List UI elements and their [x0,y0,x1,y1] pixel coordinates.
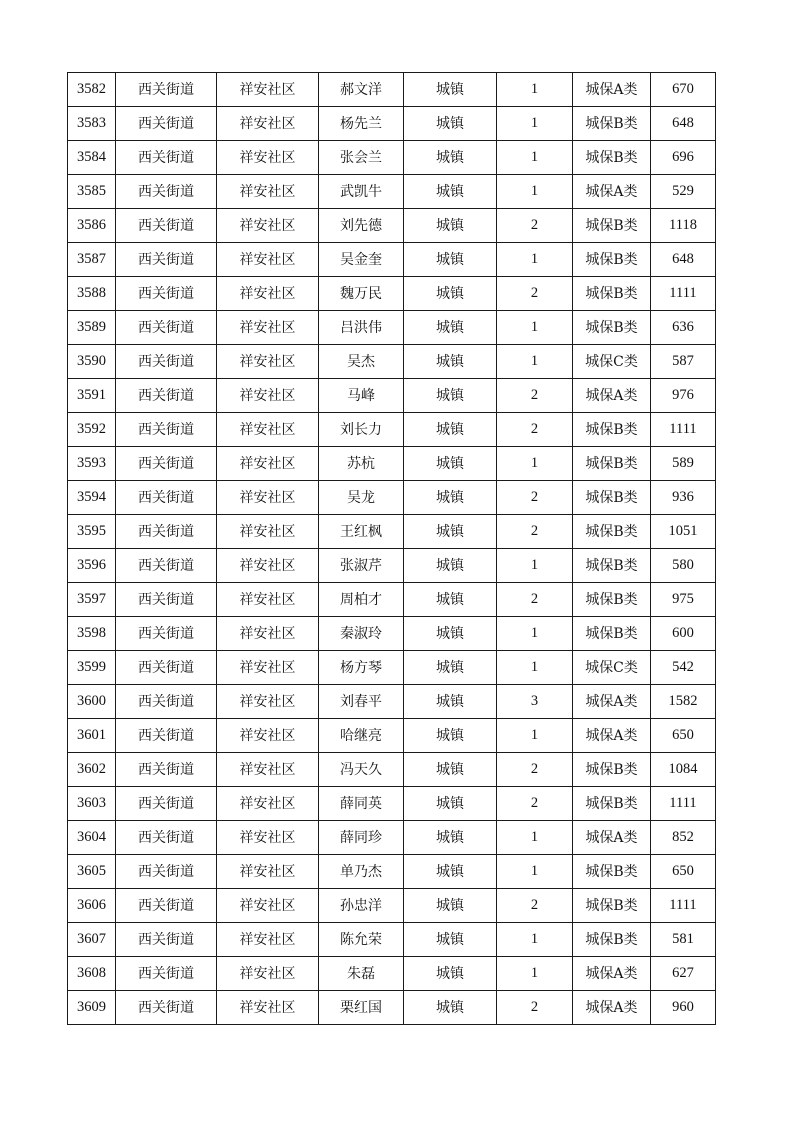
community-cell: 祥安社区 [217,685,319,719]
street-cell: 西关街道 [116,855,217,889]
table-row [68,957,716,991]
category-cell: 城保B类 [573,515,651,549]
street-cell: 西关街道 [116,685,217,719]
household-size-cell: 2 [497,379,573,413]
community-cell: 祥安社区 [217,481,319,515]
community-cell: 祥安社区 [217,175,319,209]
name-cell: 刘春平 [319,685,404,719]
community-cell: 祥安社区 [217,379,319,413]
street-cell: 西关街道 [116,889,217,923]
table-row [68,107,716,141]
community-cell: 祥安社区 [217,753,319,787]
table-row [68,413,716,447]
street-cell: 西关街道 [116,175,217,209]
name-cell: 杨先兰 [319,107,404,141]
amount-cell: 1111 [651,277,716,311]
area-type-cell: 城镇 [404,243,497,277]
row-number-cell: 3583 [68,107,116,141]
community-cell: 祥安社区 [217,957,319,991]
amount-cell: 542 [651,651,716,685]
row-number-cell: 3585 [68,175,116,209]
category-cell: 城保B类 [573,243,651,277]
household-size-cell: 2 [497,481,573,515]
street-cell: 西关街道 [116,481,217,515]
category-cell: 城保B类 [573,447,651,481]
category-cell: 城保B类 [573,787,651,821]
street-cell: 西关街道 [116,583,217,617]
area-type-cell: 城镇 [404,957,497,991]
row-number-cell: 3595 [68,515,116,549]
community-cell: 祥安社区 [217,821,319,855]
area-type-cell: 城镇 [404,923,497,957]
household-size-cell: 2 [497,209,573,243]
community-cell: 祥安社区 [217,447,319,481]
table-row [68,379,716,413]
amount-cell: 1582 [651,685,716,719]
household-size-cell: 1 [497,175,573,209]
category-cell: 城保B类 [573,855,651,889]
category-cell: 城保A类 [573,991,651,1025]
row-number-cell: 3608 [68,957,116,991]
amount-cell: 587 [651,345,716,379]
category-cell: 城保B类 [573,889,651,923]
household-size-cell: 1 [497,345,573,379]
row-number-cell: 3609 [68,991,116,1025]
row-number-cell: 3590 [68,345,116,379]
area-type-cell: 城镇 [404,583,497,617]
street-cell: 西关街道 [116,549,217,583]
community-cell: 祥安社区 [217,923,319,957]
area-type-cell: 城镇 [404,141,497,175]
name-cell: 吴龙 [319,481,404,515]
street-cell: 西关街道 [116,141,217,175]
category-cell: 城保B类 [573,141,651,175]
community-cell: 祥安社区 [217,515,319,549]
household-size-cell: 2 [497,277,573,311]
category-cell: 城保B类 [573,923,651,957]
row-number-cell: 3597 [68,583,116,617]
area-type-cell: 城镇 [404,549,497,583]
name-cell: 张淑芹 [319,549,404,583]
row-number-cell: 3606 [68,889,116,923]
household-size-cell: 1 [497,311,573,345]
amount-cell: 1111 [651,787,716,821]
category-cell: 城保A类 [573,379,651,413]
table-row [68,889,716,923]
household-size-cell: 1 [497,957,573,991]
amount-cell: 529 [651,175,716,209]
table-row [68,855,716,889]
name-cell: 单乃杰 [319,855,404,889]
street-cell: 西关街道 [116,991,217,1025]
community-cell: 祥安社区 [217,345,319,379]
street-cell: 西关街道 [116,923,217,957]
name-cell: 栗红国 [319,991,404,1025]
area-type-cell: 城镇 [404,719,497,753]
table-row [68,651,716,685]
category-cell: 城保B类 [573,583,651,617]
name-cell: 薛同珍 [319,821,404,855]
category-cell: 城保A类 [573,957,651,991]
community-cell: 祥安社区 [217,889,319,923]
street-cell: 西关街道 [116,753,217,787]
table-row [68,549,716,583]
household-size-cell: 1 [497,821,573,855]
street-cell: 西关街道 [116,379,217,413]
household-size-cell: 1 [497,923,573,957]
amount-cell: 1111 [651,889,716,923]
amount-cell: 852 [651,821,716,855]
name-cell: 武凯牛 [319,175,404,209]
amount-cell: 581 [651,923,716,957]
category-cell: 城保B类 [573,413,651,447]
amount-cell: 580 [651,549,716,583]
table-row [68,923,716,957]
community-cell: 祥安社区 [217,311,319,345]
community-cell: 祥安社区 [217,549,319,583]
area-type-cell: 城镇 [404,175,497,209]
household-size-cell: 1 [497,107,573,141]
row-number-cell: 3594 [68,481,116,515]
name-cell: 苏杭 [319,447,404,481]
category-cell: 城保B类 [573,209,651,243]
amount-cell: 627 [651,957,716,991]
table-row [68,311,716,345]
category-cell: 城保A类 [573,821,651,855]
street-cell: 西关街道 [116,719,217,753]
table-row [68,481,716,515]
area-type-cell: 城镇 [404,107,497,141]
table-row [68,753,716,787]
table-row [68,345,716,379]
row-number-cell: 3582 [68,73,116,107]
category-cell: 城保B类 [573,277,651,311]
table-body [68,73,716,1025]
table-row [68,719,716,753]
table-row [68,821,716,855]
amount-cell: 960 [651,991,716,1025]
household-size-cell: 2 [497,413,573,447]
category-cell: 城保B类 [573,753,651,787]
community-cell: 祥安社区 [217,277,319,311]
street-cell: 西关街道 [116,243,217,277]
name-cell: 冯天久 [319,753,404,787]
area-type-cell: 城镇 [404,277,497,311]
community-cell: 祥安社区 [217,651,319,685]
street-cell: 西关街道 [116,107,217,141]
street-cell: 西关街道 [116,651,217,685]
amount-cell: 696 [651,141,716,175]
household-size-cell: 1 [497,617,573,651]
name-cell: 薛同英 [319,787,404,821]
community-cell: 祥安社区 [217,991,319,1025]
row-number-cell: 3598 [68,617,116,651]
street-cell: 西关街道 [116,413,217,447]
table-row [68,583,716,617]
row-number-cell: 3602 [68,753,116,787]
community-cell: 祥安社区 [217,209,319,243]
household-size-cell: 1 [497,719,573,753]
row-number-cell: 3603 [68,787,116,821]
name-cell: 吴杰 [319,345,404,379]
household-size-cell: 1 [497,549,573,583]
area-type-cell: 城镇 [404,991,497,1025]
community-cell: 祥安社区 [217,107,319,141]
amount-cell: 1084 [651,753,716,787]
name-cell: 秦淑玲 [319,617,404,651]
category-cell: 城保C类 [573,651,651,685]
row-number-cell: 3584 [68,141,116,175]
street-cell: 西关街道 [116,617,217,651]
table-row [68,991,716,1025]
name-cell: 吴金奎 [319,243,404,277]
table-row [68,447,716,481]
table-row [68,73,716,107]
table-row [68,685,716,719]
area-type-cell: 城镇 [404,379,497,413]
row-number-cell: 3593 [68,447,116,481]
community-cell: 祥安社区 [217,243,319,277]
area-type-cell: 城镇 [404,753,497,787]
category-cell: 城保A类 [573,685,651,719]
table-row [68,209,716,243]
street-cell: 西关街道 [116,821,217,855]
table-row [68,515,716,549]
name-cell: 魏万民 [319,277,404,311]
category-cell: 城保B类 [573,311,651,345]
amount-cell: 650 [651,855,716,889]
amount-cell: 589 [651,447,716,481]
area-type-cell: 城镇 [404,345,497,379]
street-cell: 西关街道 [116,311,217,345]
household-size-cell: 1 [497,141,573,175]
area-type-cell: 城镇 [404,821,497,855]
amount-cell: 650 [651,719,716,753]
row-number-cell: 3596 [68,549,116,583]
amount-cell: 976 [651,379,716,413]
area-type-cell: 城镇 [404,651,497,685]
table-row [68,243,716,277]
area-type-cell: 城镇 [404,515,497,549]
name-cell: 孙忠洋 [319,889,404,923]
household-size-cell: 2 [497,583,573,617]
name-cell: 刘先德 [319,209,404,243]
row-number-cell: 3592 [68,413,116,447]
amount-cell: 1118 [651,209,716,243]
community-cell: 祥安社区 [217,413,319,447]
street-cell: 西关街道 [116,277,217,311]
row-number-cell: 3604 [68,821,116,855]
row-number-cell: 3607 [68,923,116,957]
amount-cell: 1111 [651,413,716,447]
household-size-cell: 2 [497,515,573,549]
name-cell: 陈允荣 [319,923,404,957]
category-cell: 城保B类 [573,617,651,651]
table-row [68,277,716,311]
amount-cell: 1051 [651,515,716,549]
amount-cell: 648 [651,107,716,141]
area-type-cell: 城镇 [404,413,497,447]
household-size-cell: 2 [497,889,573,923]
category-cell: 城保B类 [573,549,651,583]
row-number-cell: 3589 [68,311,116,345]
row-number-cell: 3587 [68,243,116,277]
name-cell: 郝文洋 [319,73,404,107]
community-cell: 祥安社区 [217,855,319,889]
area-type-cell: 城镇 [404,787,497,821]
street-cell: 西关街道 [116,515,217,549]
amount-cell: 670 [651,73,716,107]
household-size-cell: 1 [497,73,573,107]
table-row [68,141,716,175]
household-size-cell: 2 [497,991,573,1025]
community-cell: 祥安社区 [217,719,319,753]
street-cell: 西关街道 [116,957,217,991]
area-type-cell: 城镇 [404,481,497,515]
area-type-cell: 城镇 [404,685,497,719]
community-cell: 祥安社区 [217,73,319,107]
street-cell: 西关街道 [116,787,217,821]
row-number-cell: 3588 [68,277,116,311]
area-type-cell: 城镇 [404,617,497,651]
community-cell: 祥安社区 [217,787,319,821]
area-type-cell: 城镇 [404,889,497,923]
area-type-cell: 城镇 [404,209,497,243]
household-size-cell: 1 [497,243,573,277]
household-size-cell: 2 [497,787,573,821]
row-number-cell: 3600 [68,685,116,719]
name-cell: 王红枫 [319,515,404,549]
household-size-cell: 1 [497,651,573,685]
household-size-cell: 1 [497,447,573,481]
community-cell: 祥安社区 [217,141,319,175]
table-row [68,617,716,651]
name-cell: 张会兰 [319,141,404,175]
household-size-cell: 1 [497,855,573,889]
name-cell: 刘长力 [319,413,404,447]
category-cell: 城保B类 [573,481,651,515]
amount-cell: 636 [651,311,716,345]
household-size-cell: 2 [497,753,573,787]
street-cell: 西关街道 [116,73,217,107]
name-cell: 吕洪伟 [319,311,404,345]
category-cell: 城保A类 [573,73,651,107]
community-cell: 祥安社区 [217,617,319,651]
street-cell: 西关街道 [116,345,217,379]
name-cell: 朱磊 [319,957,404,991]
data-table [67,72,716,1025]
row-number-cell: 3601 [68,719,116,753]
category-cell: 城保A类 [573,719,651,753]
row-number-cell: 3605 [68,855,116,889]
area-type-cell: 城镇 [404,311,497,345]
row-number-cell: 3586 [68,209,116,243]
area-type-cell: 城镇 [404,447,497,481]
amount-cell: 975 [651,583,716,617]
row-number-cell: 3591 [68,379,116,413]
household-size-cell: 3 [497,685,573,719]
category-cell: 城保C类 [573,345,651,379]
amount-cell: 936 [651,481,716,515]
table-row [68,787,716,821]
amount-cell: 648 [651,243,716,277]
row-number-cell: 3599 [68,651,116,685]
name-cell: 杨方琴 [319,651,404,685]
area-type-cell: 城镇 [404,855,497,889]
community-cell: 祥安社区 [217,583,319,617]
street-cell: 西关街道 [116,447,217,481]
category-cell: 城保A类 [573,175,651,209]
table-row [68,175,716,209]
name-cell: 马峰 [319,379,404,413]
amount-cell: 600 [651,617,716,651]
category-cell: 城保B类 [573,107,651,141]
name-cell: 哈继亮 [319,719,404,753]
street-cell: 西关街道 [116,209,217,243]
area-type-cell: 城镇 [404,73,497,107]
name-cell: 周柏才 [319,583,404,617]
